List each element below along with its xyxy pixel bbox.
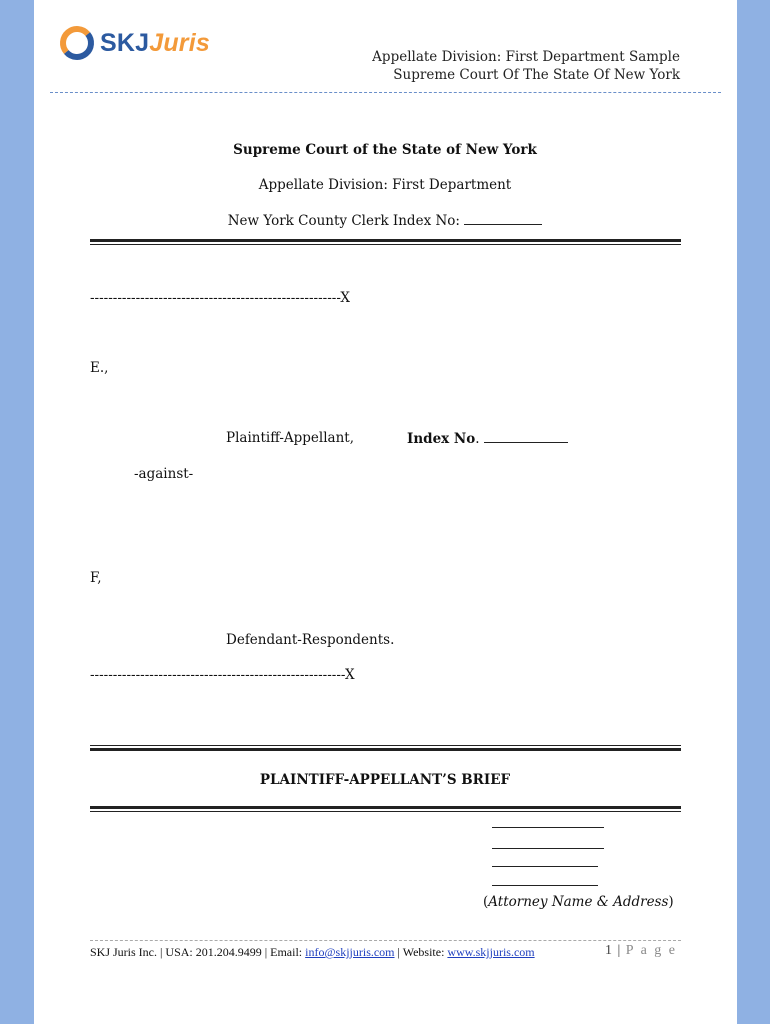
brief-divider-top-thick bbox=[90, 748, 681, 751]
page-number-sep: | bbox=[617, 943, 622, 958]
attorney-open-paren: ( bbox=[483, 894, 489, 910]
signature-line-1 bbox=[492, 827, 604, 828]
caption-bottom-dashes: --------------------------------------------------------X bbox=[90, 667, 355, 683]
company-logo bbox=[58, 25, 210, 61]
brief-title: PLAINTIFF-APPELLANT’S BRIEF bbox=[259, 772, 511, 788]
plaintiff-name: E., bbox=[90, 360, 109, 376]
defendant-name: F, bbox=[90, 570, 102, 586]
logo-swirl-icon bbox=[58, 25, 96, 61]
caption-top-dashes: -------------------------------------------------------X bbox=[90, 290, 351, 306]
logo-juris-text: Juris bbox=[149, 28, 210, 57]
defendant-role: Defendant-Respondents. bbox=[226, 632, 395, 648]
footer-divider bbox=[90, 940, 681, 941]
left-margin-band bbox=[0, 0, 34, 1024]
index-dot: . bbox=[475, 431, 480, 447]
footer-website-label: | Website: bbox=[397, 945, 445, 959]
footer-email-link[interactable]: info@skjjuris.com bbox=[305, 945, 395, 959]
logo-wordmark bbox=[100, 29, 210, 58]
footer-company: SKJ Juris Inc. | USA: 201.204.9499 | Email: bbox=[90, 945, 303, 959]
index-blank bbox=[484, 430, 568, 443]
brief-divider-bottom-thin bbox=[90, 811, 681, 812]
against-text: -against- bbox=[134, 466, 194, 482]
signature-line-3 bbox=[492, 866, 598, 867]
header-divider bbox=[50, 92, 721, 93]
logo-skj-text: SKJ bbox=[100, 28, 150, 57]
clerk-index-blank bbox=[464, 212, 542, 225]
title-divider-thick bbox=[90, 239, 681, 242]
brief-divider-top-thin bbox=[90, 745, 681, 746]
attorney-label bbox=[483, 894, 674, 910]
attorney-label-text: Attorney Name & Address bbox=[488, 894, 669, 910]
division-title: Appellate Division: First Department bbox=[258, 177, 512, 193]
clerk-index-label: New York County Clerk Index No: bbox=[227, 213, 460, 229]
brief-divider-bottom-thick bbox=[90, 806, 681, 809]
signature-line-4 bbox=[492, 885, 598, 886]
footer-contact bbox=[90, 945, 535, 960]
right-margin-band bbox=[737, 0, 770, 1024]
header-line-2: Supreme Court Of The State Of New York bbox=[393, 67, 680, 83]
index-label: Index No bbox=[407, 431, 476, 447]
page-word: P a g e bbox=[625, 943, 677, 958]
page-number bbox=[605, 943, 677, 959]
document-header bbox=[372, 48, 680, 84]
index-number-line bbox=[407, 430, 568, 447]
court-title: Supreme Court of the State of New York bbox=[233, 142, 537, 158]
signature-line-2 bbox=[492, 848, 604, 849]
footer-website-link[interactable]: www.skjjuris.com bbox=[447, 945, 535, 959]
title-divider-thin bbox=[90, 244, 681, 245]
attorney-close-paren: ) bbox=[668, 894, 674, 910]
clerk-index-line bbox=[90, 212, 680, 229]
plaintiff-role: Plaintiff-Appellant, bbox=[226, 430, 354, 446]
header-line-1: Appellate Division: First Department Sample bbox=[372, 49, 680, 65]
page-number-value: 1 bbox=[604, 943, 613, 958]
